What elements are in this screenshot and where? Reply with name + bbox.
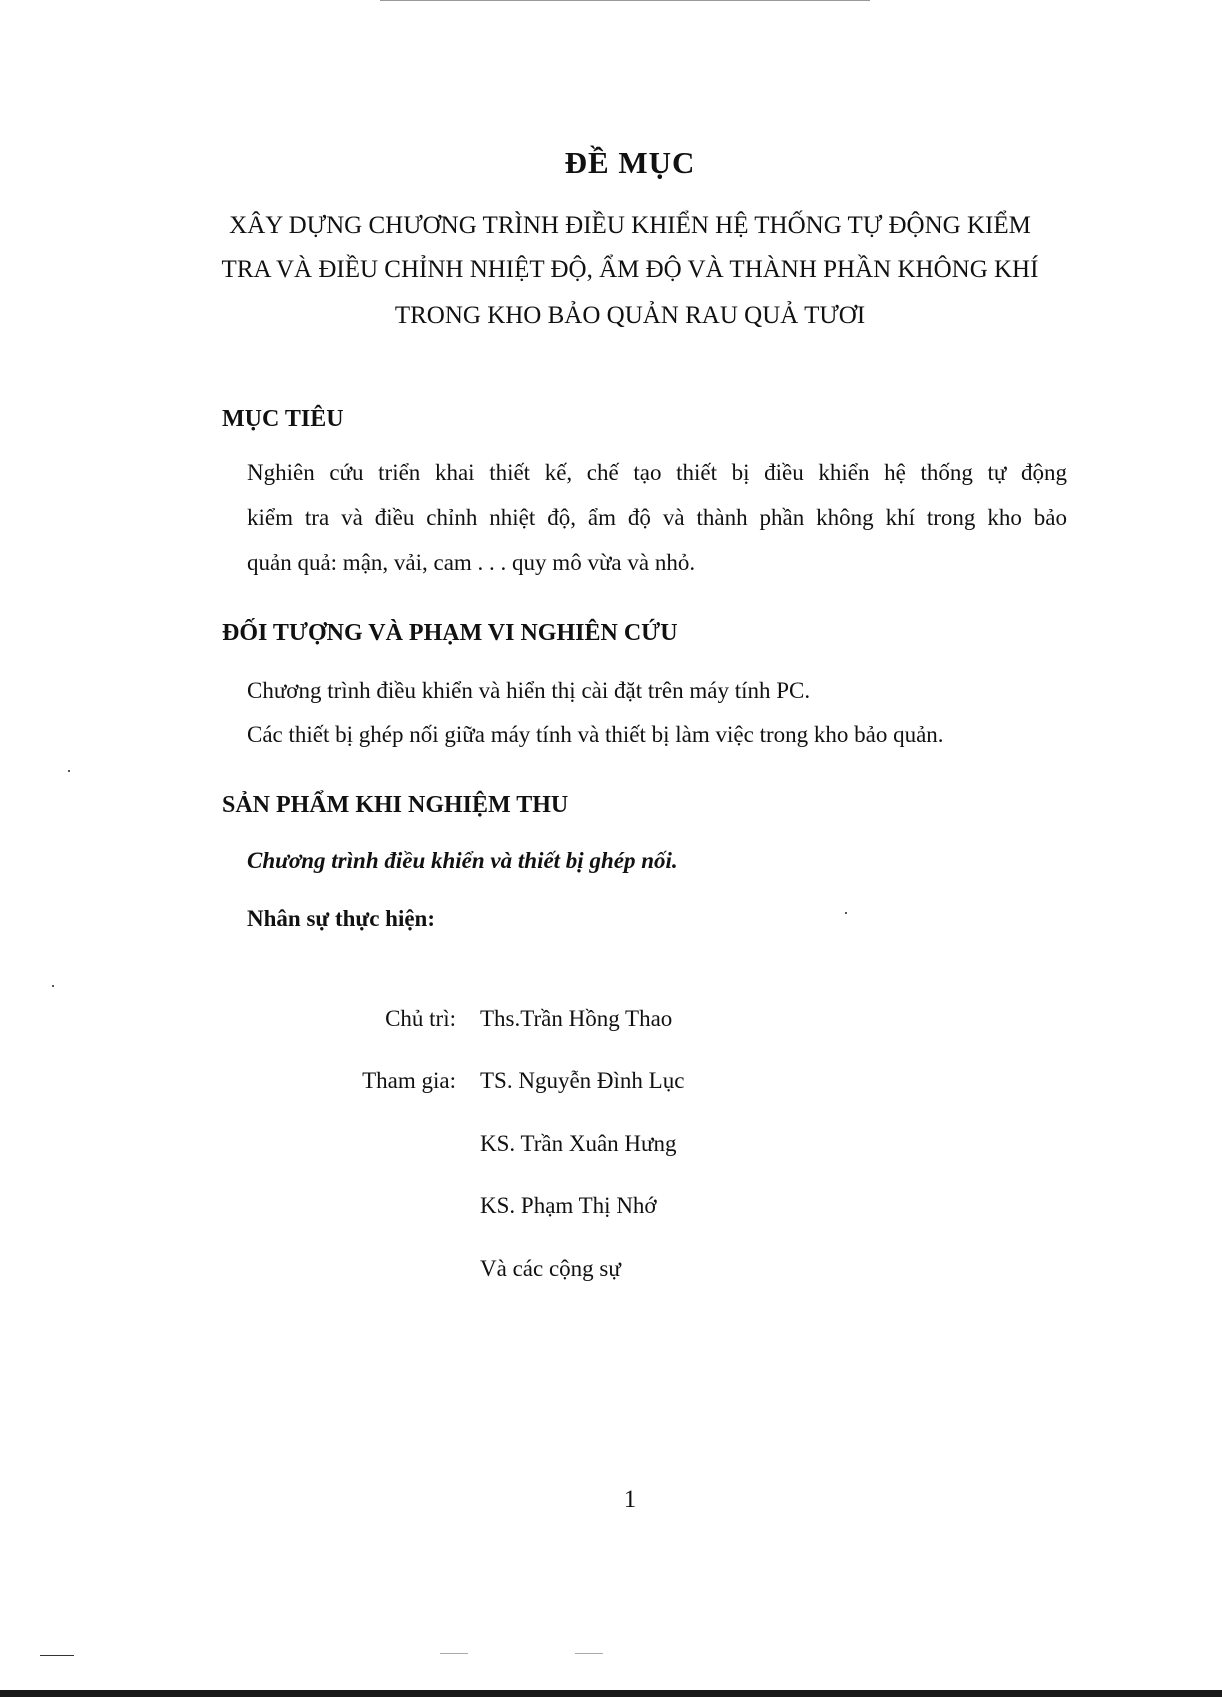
staff-label: Nhân sự thực hiện:: [247, 906, 435, 931]
scan-artifact-dot: [68, 770, 70, 772]
scope-heading: ĐỐI TƯỢNG VÀ PHẠM VI NGHIÊN CỨU: [222, 620, 678, 646]
objective-line-3: quản quả: mận, vải, cam . . . quy mô vừa và nhỏ.: [247, 550, 696, 575]
objective-line-1: Nghiên cứu triển khai thiết kế, chế tạo thiết bị điều khiển hệ thống tự động: [247, 460, 1067, 485]
scope-line-1: Chương trình điều khiển và hiển thị cài đặt trên máy tính PC.: [247, 678, 811, 703]
product-line: Chương trình điều khiển và thiết bị ghép nối.: [247, 848, 678, 873]
product-heading: SẢN PHẨM KHI NGHIỆM THU: [222, 792, 569, 818]
objective-heading: MỤC TIÊU: [222, 406, 344, 432]
member-4: Và các cộng sự: [480, 1256, 621, 1281]
scan-artifact-dot: [845, 912, 847, 914]
page-number: 1: [623, 1486, 637, 1513]
lead-role-label: Chủ trì:: [385, 1006, 456, 1031]
scan-artifact-line: [40, 1655, 74, 1656]
subtitle-line-2: TRA VÀ ĐIỀU CHỈNH NHIỆT ĐỘ, ẨM ĐỘ VÀ THÀNH PHẦN KHÔNG KHÍ: [221, 256, 1039, 283]
member-3: KS. Phạm Thị Nhớ: [480, 1193, 657, 1218]
document-title: ĐỀ MỤC: [564, 145, 696, 180]
member-2: KS. Trần Xuân Hưng: [480, 1131, 677, 1156]
members-role-label: Tham gia:: [362, 1068, 456, 1093]
scan-artifact-line: [440, 1653, 468, 1654]
subtitle-line-3: TRONG KHO BẢO QUẢN RAU QUẢ TƯƠI: [394, 302, 866, 329]
scan-bottom-edge: [0, 1690, 1222, 1697]
objective-line-2: kiểm tra và điều chỉnh nhiệt độ, ẩm độ và thành phần không khí trong kho bảo: [247, 505, 1067, 530]
scope-line-2: Các thiết bị ghép nối giữa máy tính và thiết bị làm việc trong kho bảo quản.: [247, 722, 944, 747]
subtitle-line-1: XÂY DỰNG CHƯƠNG TRÌNH ĐIỀU KHIỂN HỆ THỐNG TỰ ĐỘNG KIỂM: [229, 212, 1031, 239]
scan-artifact-line: [575, 1653, 603, 1654]
scan-artifact-top: [380, 0, 870, 1]
lead-person: Ths.Trần Hồng Thao: [480, 1006, 673, 1031]
member-1: TS. Nguyễn Đình Lục: [480, 1068, 685, 1093]
scan-artifact-dot: [52, 985, 54, 987]
